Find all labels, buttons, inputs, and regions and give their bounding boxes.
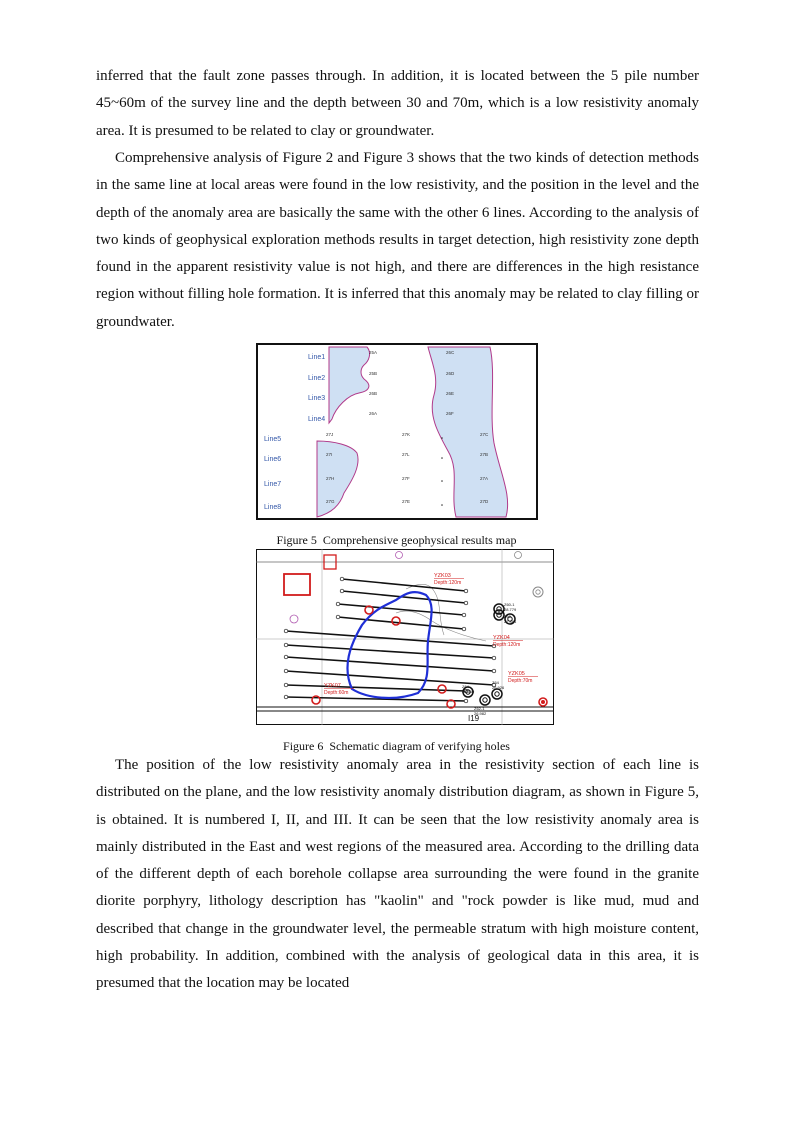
line-label-8: Line8: [264, 504, 282, 511]
line-label-4: Line4: [308, 416, 326, 423]
bottom-label: I19: [468, 714, 480, 723]
hole-label-yzk03: YZK03: [434, 573, 451, 579]
point-label: 26F: [446, 411, 454, 416]
point-label: 27L: [402, 452, 410, 457]
point-label: 27E: [402, 499, 411, 504]
hole-depth-label: Depth:60m: [324, 690, 349, 696]
survey-line-endpoint: [340, 589, 344, 593]
line-label-5: Line5: [264, 436, 282, 443]
survey-point: [441, 437, 443, 439]
point-label: 25B: [369, 371, 378, 376]
survey-line-endpoint: [284, 683, 288, 687]
verification-hole-center: [541, 700, 545, 704]
point-label: 27C: [480, 432, 489, 437]
station-label: 26.560: [462, 689, 475, 694]
station-label: Z60-1: [504, 602, 515, 607]
survey-line-endpoint: [336, 615, 340, 619]
hole-depth-label: Depth:70m: [508, 678, 533, 684]
point-label: 25A: [369, 350, 378, 355]
figure-5-caption: Figure 5 Comprehensive geophysical results map: [276, 533, 517, 547]
hole-depth-label: Depth:120m: [434, 580, 462, 586]
survey-line-endpoint: [284, 643, 288, 647]
survey-line-endpoint: [462, 613, 466, 617]
survey-line-endpoint: [284, 695, 288, 699]
point-label: 27F: [402, 476, 410, 481]
survey-line-endpoint: [492, 669, 496, 673]
hole-label-yzk04: YZK04: [493, 635, 510, 641]
point-label: 27G: [326, 499, 335, 504]
line-label-1: Line1: [308, 354, 326, 361]
survey-point: [441, 480, 443, 482]
point-label: 27K: [402, 432, 411, 437]
paragraph-2: Comprehensive analysis of Figure 2 and Figure 3 shows that the two kinds of detection methods in the same line at local areas were found in the low resistivity, and the position in the level and the depth of the anomaly area are basically the same with the other 6 lines. According to the analysis of two kinds of geophysical exploration methods results in target detection, high resistivity zone depth found in the apparent resistivity value is not high, and there are differences in the high resistance region without filling hole formation. It is inferred that this anomaly may be related to clay filling or groundwater.: [96, 150, 699, 330]
survey-line-endpoint: [336, 602, 340, 606]
line-label-3: Line3: [308, 395, 326, 402]
hole-label-yzk07: YZK07: [324, 683, 341, 689]
station-label: Z64: [462, 684, 469, 689]
station-label: 28.779: [504, 607, 517, 612]
survey-line-endpoint: [464, 601, 468, 605]
survey-line-endpoint: [340, 577, 344, 581]
station-label: Z60: [504, 614, 511, 619]
line-label-6: Line6: [264, 456, 282, 463]
line-label-2: Line2: [308, 375, 326, 382]
point-label: 27H: [326, 476, 335, 481]
survey-line-endpoint: [284, 655, 288, 659]
survey-line-endpoint: [284, 669, 288, 673]
point-label: 27J: [326, 432, 334, 437]
station-label: 26.982: [474, 711, 487, 716]
point-label: 26D: [446, 371, 455, 376]
survey-line-endpoint: [464, 699, 468, 703]
survey-point: [441, 504, 443, 506]
figure-6-caption: Figure 6 Schematic diagram of verifying holes: [283, 739, 510, 753]
figure-6-map: [256, 549, 554, 725]
point-label: 26A: [369, 411, 378, 416]
figure-5-map: [256, 343, 538, 520]
figure-6: [256, 549, 554, 725]
paragraph-3: The position of the low resistivity anomaly area in the resistivity section of each line is distributed on the plane, and the low resistivity anomaly distribution diagram, as shown in Figure 5, is obtained. It is numbered I, II, and III. It can be seen that the low resistivity anomaly area is mainly distributed in the East and west regions of the measured area. According to the drilling data of the different depth of each borehole collapse area surrounding the were found in the granite diorite porphyry, lithology description has "kaolin" and "rock powder is like mud, mud and described that change in the groundwater level, the permeable stratum with high moisture content, high probability. In addition, combined with the analysis of geological data in this area, it is presumed that the location may be located: [96, 757, 699, 992]
point-label: 27A: [480, 476, 489, 481]
line-label-7: Line7: [264, 481, 282, 488]
point-label: 26C: [446, 350, 455, 355]
survey-line-endpoint: [284, 629, 288, 633]
point-label: 27B: [480, 452, 489, 457]
station-label: Z64: [492, 680, 499, 685]
survey-point: [441, 457, 443, 459]
hole-depth-label: Depth:120m: [493, 642, 521, 648]
point-label: 27I: [326, 452, 333, 457]
survey-line-endpoint: [464, 589, 468, 593]
station-label: 27.384: [504, 619, 517, 624]
survey-line-endpoint: [462, 627, 466, 631]
point-label: 26B: [369, 391, 378, 396]
survey-line-endpoint: [492, 656, 496, 660]
point-label: 26E: [446, 391, 455, 396]
station-label: Z62-1: [474, 706, 485, 711]
station-label: 26.926: [492, 685, 505, 690]
figure-5: [256, 343, 538, 520]
paragraph-1: inferred that the fault zone passes through. In addition, it is located between the 5 pile number 45~60m of the survey line and the depth between 30 and 70m, which is a low resistivity anomaly area. It is presumed to be related to clay or groundwater.: [96, 68, 699, 139]
point-label: 27D: [480, 499, 489, 504]
hole-label-yzk05: YZK05: [508, 671, 525, 677]
